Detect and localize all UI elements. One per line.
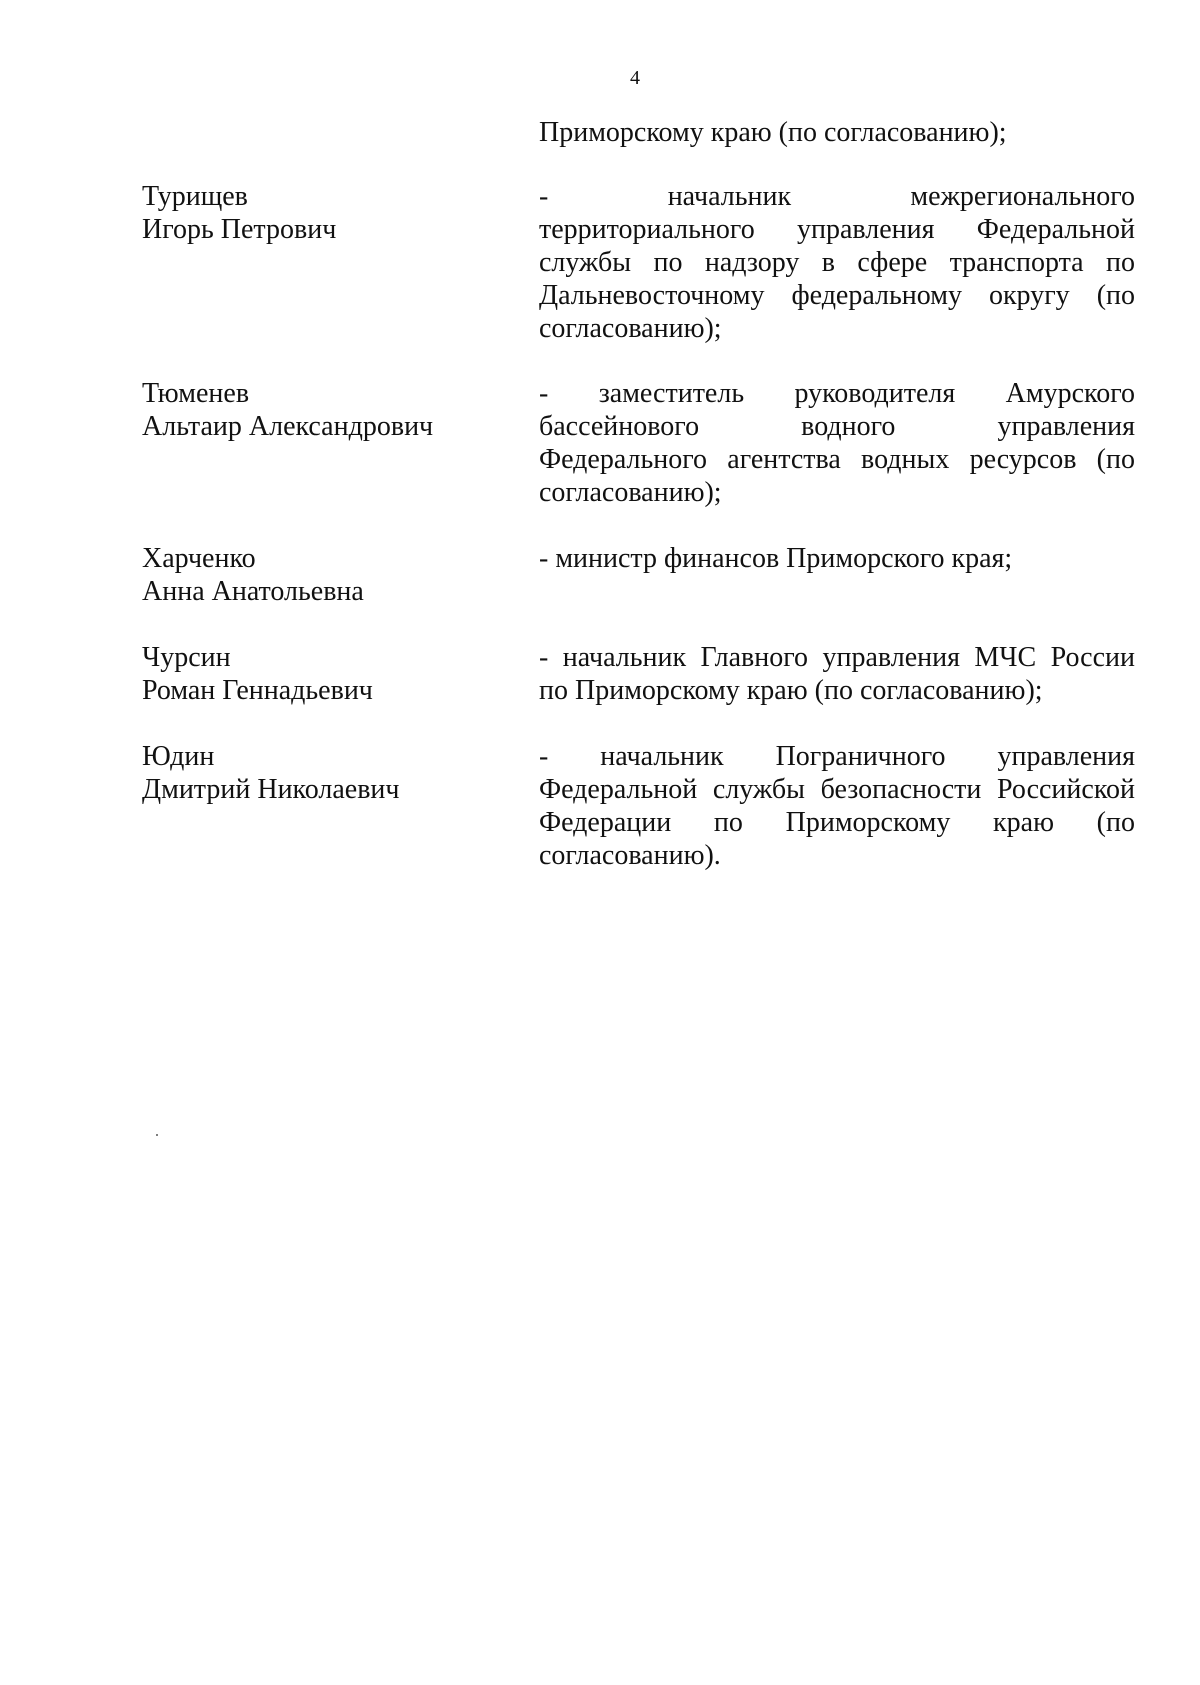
position-line: - начальник Пограничного управления: [539, 741, 1135, 772]
member-given-name: Альтаир Александрович: [142, 411, 434, 442]
page-number: 4: [630, 67, 640, 89]
scan-speck: [156, 1134, 158, 1136]
position-line: согласованию);: [539, 477, 722, 508]
member-position: [539, 542, 1135, 575]
position-line: Федерального агентства водных ресурсов (по: [539, 444, 1135, 475]
member-given-name: Роман Геннадьевич: [142, 675, 373, 706]
position-line: по Приморскому краю (по согласованию);: [539, 675, 1043, 706]
member-position: [539, 740, 1135, 872]
member-position: [539, 377, 1135, 509]
member-name: [142, 180, 522, 246]
member-position: [539, 641, 1135, 707]
member-position: [539, 180, 1135, 345]
member-surname: Чурсин: [142, 642, 231, 673]
member-name: [142, 542, 522, 608]
member-name: [142, 641, 522, 707]
position-line: службы по надзору в сфере транспорта по: [539, 247, 1135, 278]
position-line: бассейнового водного управления: [539, 411, 1135, 442]
member-name: [142, 377, 522, 443]
position-line: - заместитель руководителя Амурского: [539, 378, 1135, 409]
member-given-name: Анна Анатольевна: [142, 576, 364, 607]
position-line: - министр финансов Приморского края;: [539, 543, 1013, 574]
continuation-line: Приморскому краю (по согласованию);: [539, 117, 1007, 148]
member-surname: Юдин: [142, 741, 215, 772]
position-line: Федерации по Приморскому краю (по: [539, 807, 1135, 838]
position-line: - начальник межрегионального: [539, 181, 1135, 212]
position-line: - начальник Главного управления МЧС России: [539, 642, 1135, 673]
member-given-name: Дмитрий Николаевич: [142, 774, 400, 805]
member-surname: Тюменев: [142, 378, 250, 409]
member-name: [142, 740, 522, 806]
position-line: Федеральной службы безопасности Российской: [539, 774, 1135, 805]
position-line: согласованию);: [539, 313, 722, 344]
position-line: территориального управления Федеральной: [539, 214, 1135, 245]
member-surname: Харченко: [142, 543, 256, 574]
position-line: Дальневосточному федеральному округу (по: [539, 280, 1135, 311]
member-surname: Турищев: [142, 181, 248, 212]
position-line: согласованию).: [539, 840, 721, 871]
member-given-name: Игорь Петрович: [142, 214, 337, 245]
